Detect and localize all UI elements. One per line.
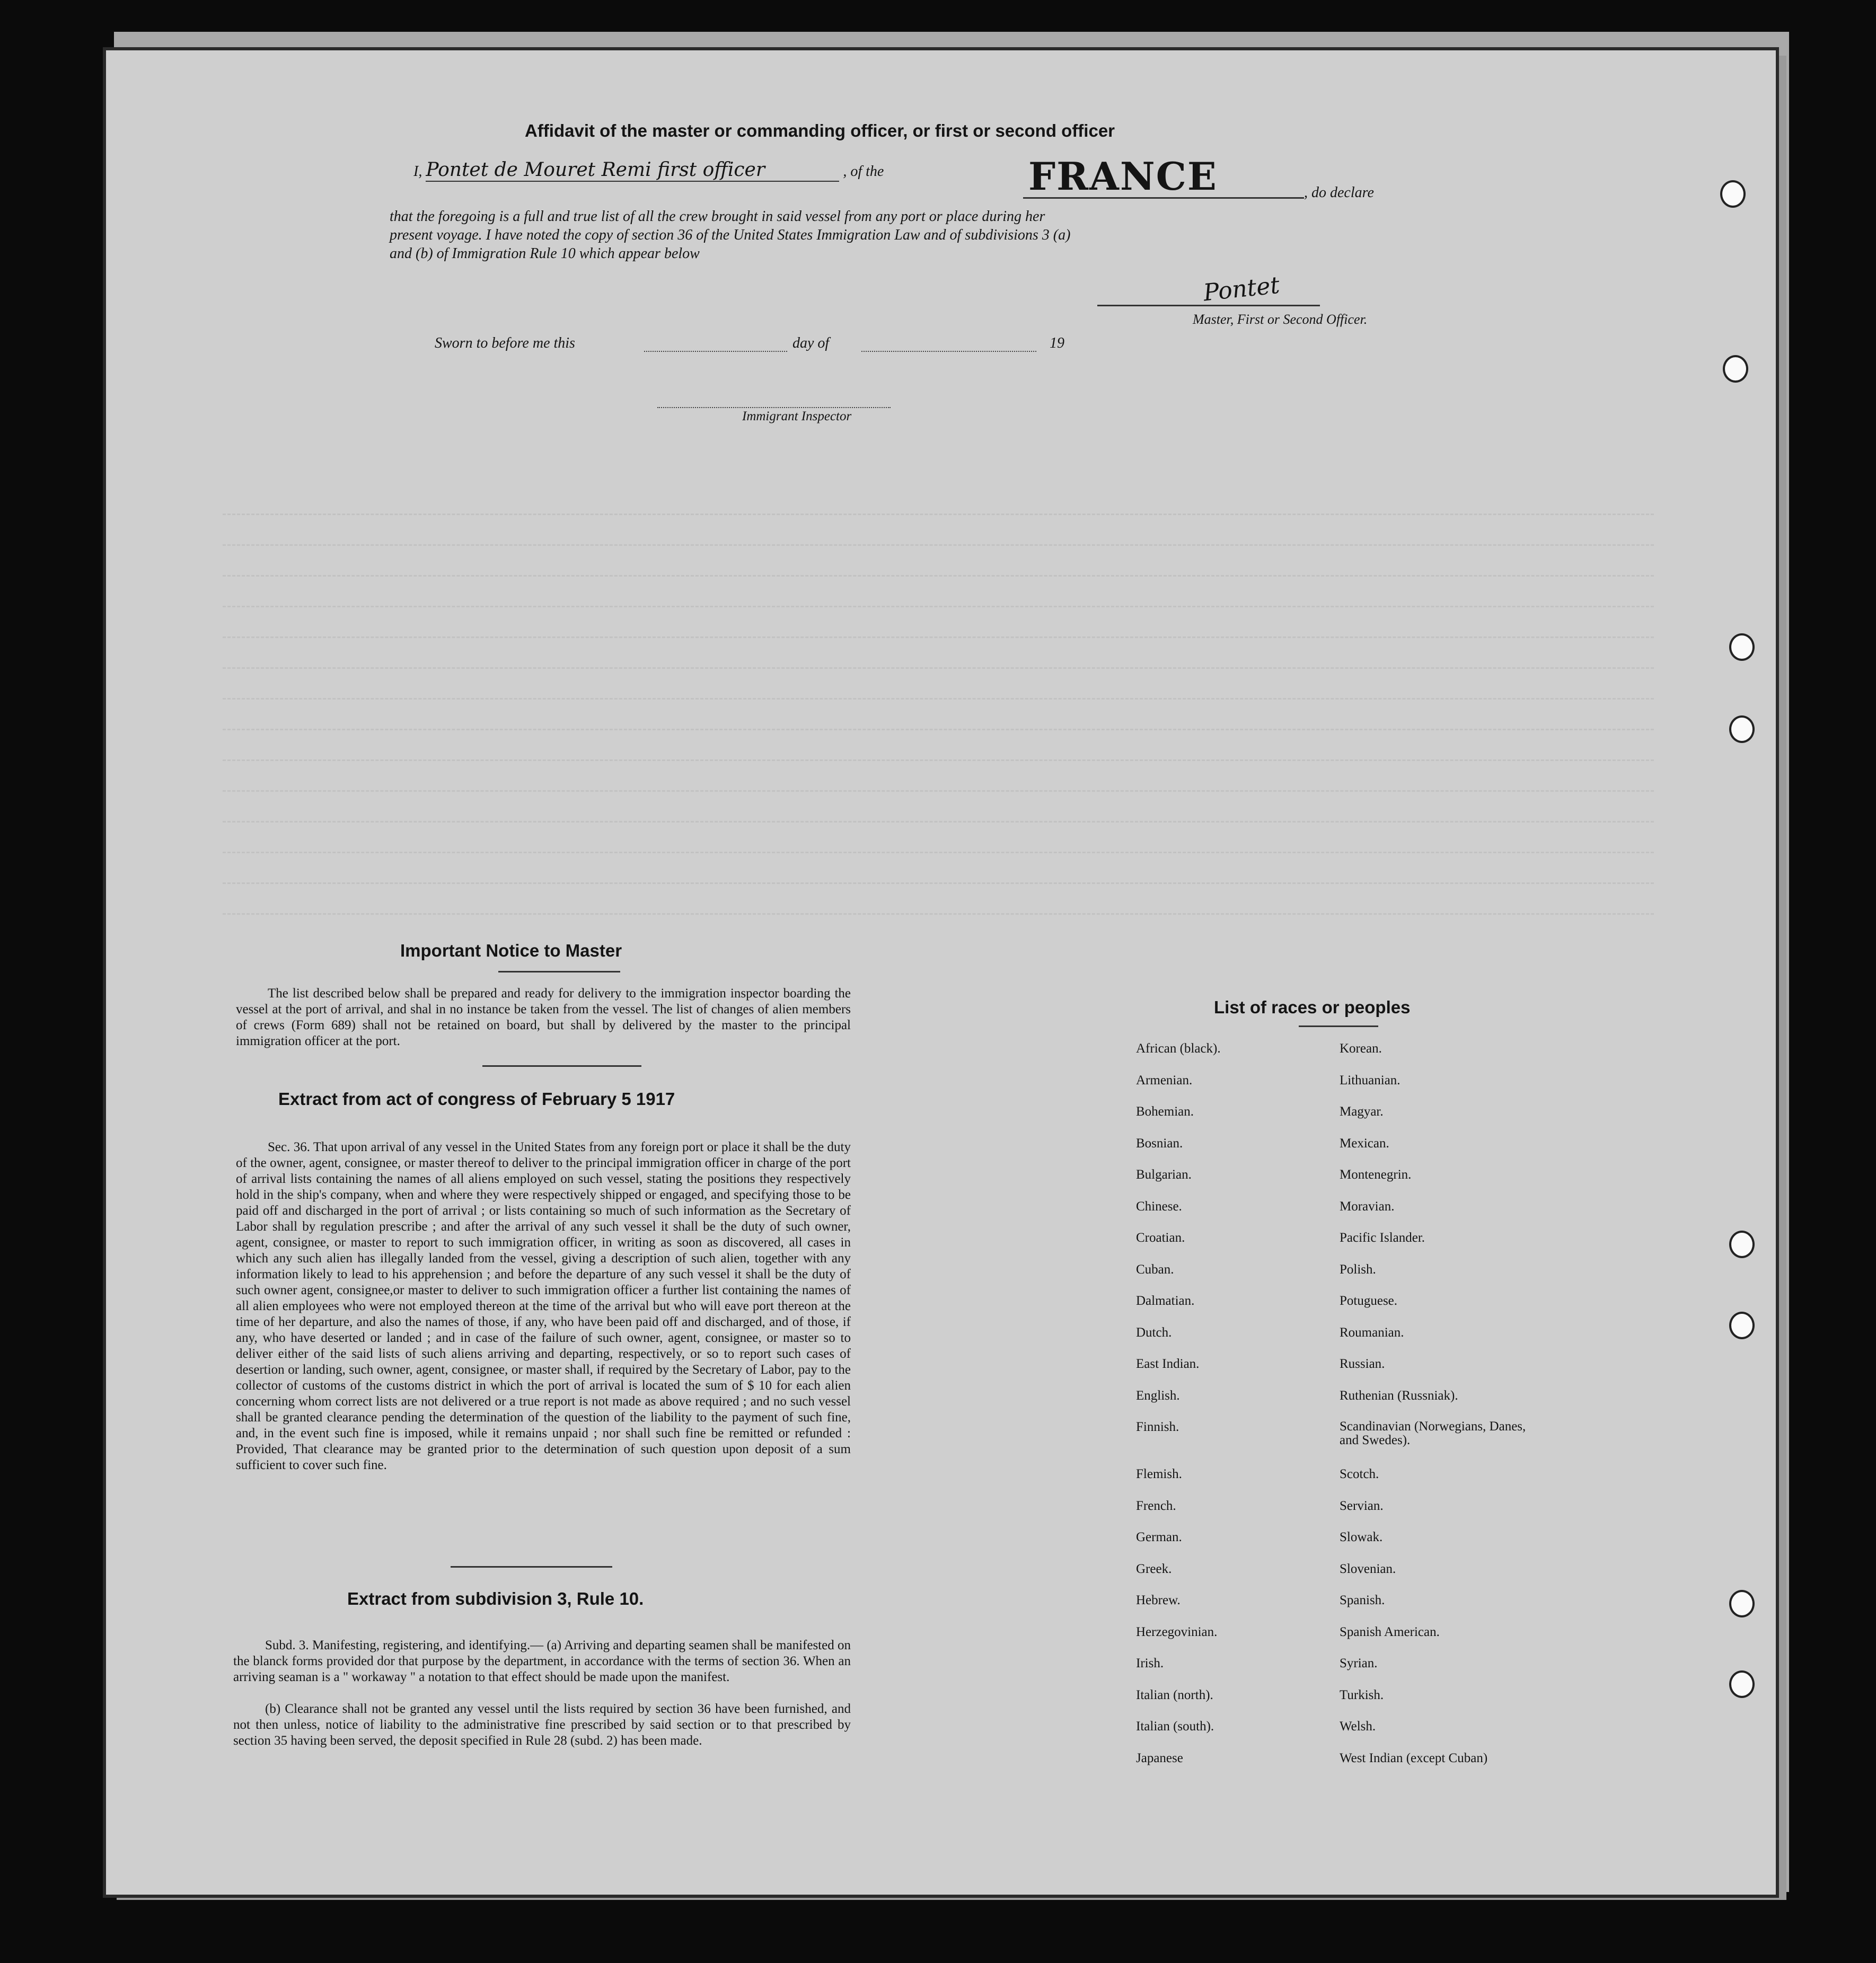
bleed-through-row [223, 604, 1654, 607]
bleed-through-row [223, 511, 1654, 515]
bleed-through-row [223, 850, 1654, 853]
race-item: African (black). [1136, 1041, 1221, 1056]
race-item: Lithuanian. [1340, 1073, 1401, 1087]
race-item: Dalmatian. [1136, 1294, 1195, 1308]
race-item: Scandinavian (Norwegians, Danes, and Swedes). [1340, 1419, 1526, 1447]
race-item: Spanish American. [1340, 1624, 1440, 1639]
race-item: Pacific Islander. [1340, 1231, 1425, 1245]
affidavit-line-2: that the foregoing is a full and true list of all the crew brought in said vessel from any port or place during her [390, 208, 1045, 225]
affidavit-mid: , of the [843, 163, 884, 180]
bleed-through-row [223, 788, 1654, 792]
officer-handwritten-name: Pontet de Mouret Remi first officer [426, 159, 839, 182]
race-item: Welsh. [1340, 1719, 1376, 1734]
race-item: Ruthenian (Russniak). [1340, 1388, 1458, 1403]
affidavit-line-1 [413, 159, 1474, 182]
bleed-through-row [223, 880, 1654, 884]
extract2-text-b: (b) Clearance shall not be granted any vessel until the lists required by section 36 have been furnished, and not then unless, notice of liability to the administrative fine prescribed by said section or to that prescribed by section 35 having been served, the deposit specified in Rule 28 (subd. 2) has been made. [233, 1702, 851, 1748]
bleed-through-row [223, 542, 1654, 546]
race-item: Spanish. [1340, 1593, 1385, 1607]
sworn-day-label: day of [792, 335, 830, 351]
race-item: Magyar. [1340, 1104, 1384, 1119]
race-item: Moravian. [1340, 1199, 1395, 1214]
races-heading: List of races or peoples [1214, 997, 1411, 1017]
race-item: Flemish. [1136, 1467, 1182, 1481]
race-item: French. [1136, 1498, 1176, 1513]
binder-hole [1729, 1312, 1755, 1339]
binder-hole [1723, 355, 1748, 383]
sworn-day-line [644, 351, 787, 352]
binder-hole [1729, 1670, 1755, 1698]
signature-line [1097, 305, 1320, 306]
bleed-through-row [223, 819, 1654, 823]
sworn-year: 19 [1050, 335, 1064, 351]
race-item: Syrian. [1340, 1656, 1378, 1670]
race-item: Italian (south). [1136, 1719, 1214, 1734]
race-item: Bosnian. [1136, 1136, 1183, 1151]
race-item: Turkish. [1340, 1687, 1384, 1702]
binder-hole [1720, 180, 1746, 208]
race-item: Irish. [1136, 1656, 1164, 1670]
race-item: Bohemian. [1136, 1104, 1194, 1119]
race-item: West Indian (except Cuban) [1340, 1750, 1488, 1765]
race-item: Polish. [1340, 1262, 1376, 1277]
race-item: Bulgarian. [1136, 1168, 1192, 1182]
affidavit-prefix: I, [413, 163, 422, 180]
bleed-through-row [223, 727, 1654, 730]
race-item: Croatian. [1136, 1231, 1185, 1245]
binder-hole [1729, 1590, 1755, 1617]
race-item: Montenegrin. [1340, 1168, 1412, 1182]
extract2-text-a: Subd. 3. Manifesting, registering, and identifying.— (a) Arriving and departing seamen shall be manifested on the blanck forms provided dor that purpose by the department, in accordance with the terms of section 36. When an arriving seaman is a " workaway " a notation to that effect should be made upon the manifest. [233, 1638, 851, 1684]
extract1-divider [451, 1566, 612, 1568]
race-item: East Indian. [1136, 1357, 1200, 1371]
inspector-line [657, 407, 891, 408]
race-item: Japanese [1136, 1750, 1183, 1765]
affidavit-title: Affidavit of the master or commanding officer, or first or second officer [525, 121, 1115, 140]
bleed-through-row [223, 634, 1654, 638]
affidavit-suffix: , do declare [1304, 184, 1374, 201]
race-item: Cuban. [1136, 1262, 1174, 1277]
race-item: Armenian. [1136, 1073, 1193, 1087]
binder-hole [1729, 633, 1755, 661]
race-item: Finnish. [1136, 1420, 1179, 1434]
document-page [106, 50, 1776, 1895]
affidavit-line-3: present voyage. I have noted the copy of section 36 of the United States Immigration Law and of subdivisions 3 (a) [390, 227, 1071, 243]
races-underline [1299, 1025, 1378, 1027]
officer-signature: Pontet [1202, 271, 1281, 307]
race-item: Korean. [1340, 1041, 1382, 1056]
extract1-text: Sec. 36. That upon arrival of any vessel in the United States from any foreign port or place it shall be the duty of the owner, agent, consignee, or master thereof to deliver to the principal immigration officer in charge of the port of arrival lists containing the names of all aliens employed on such vessel, stating the positions they respectively hold in the ship's company, when and where they were respectively shipped or engaged, and specifying those to be paid off and discharged in the port of arrival ; or lists containing so much of such information as the Secretary of Labor shall by regulation prescribe ; and after the arrival of any such vessel it shall be the duty of such owner, agent, consignee, or master to report to such immigration officer, in writing as soon as discovered, all cases in which any such alien has illegally landed from the vessel, giving a description of such alien, together with any information likely to lead to his apprehension ; and before the departure of any such vessel it shall be the duty of such owner agent, consignee,or master to deliver to such immigration officer a further list containing the names of all alien employees who were not employed thereon at the time of the arrival but who will eave port thereon at the time of her departure, and also the names of those, if any, who have been paid off and discharged, and of those, if any, who have deserted or landed ; and in case of the failure of such owner, agent, consignee, or master so to deliver either of the said lists of such aliens arriving and departing, respectively, or so to report such cases of desertion or landing, such owner, agent, consignee, or master shall, if required by the Secretary of Labor, pay to the collector of customs of the customs district in which the port of arrival is located the sum of $ 10 for each alien concerning whom correct lists are not delivered or a true report is not made as above required ; and no such vessel shall be granted clearance pending the determination of the question of the liability to the payment of such fine, and, in the event such fine is imposed, while it remains unpaid ; nor shall such fine be remitted or refunded : Provided, That clearance may be granted prior to the determination of such question upon deposit of a sum sufficient to cover such fine. [236, 1140, 851, 1472]
extract1-heading: Extract from act of congress of February 5 1917 [278, 1089, 675, 1109]
binder-hole [1729, 715, 1755, 743]
notice-text: The list described below shall be prepared and ready for delivery to the immigration inspector boarding the vessel at the port of arrival, and shal in no instance be taken from the vessel. The list of changes of alien members of crews (Form 689) shall not be retained on board, but shall by delivered by the master to the principal immigration officer at the port. [236, 986, 851, 1048]
race-item: Servian. [1340, 1498, 1384, 1513]
vessel-name: FRANCE [1028, 154, 1218, 199]
bleed-through-row [223, 665, 1654, 669]
race-item: Roumanian. [1340, 1325, 1404, 1340]
bleed-through-row [223, 696, 1654, 700]
race-item: Scotch. [1340, 1467, 1379, 1481]
affidavit-line-4: and (b) of Immigration Rule 10 which appear below [390, 245, 700, 262]
inspector-label: Immigrant Inspector [742, 409, 852, 423]
race-item: Potuguese. [1340, 1294, 1398, 1308]
sworn-month-line [861, 351, 1036, 352]
extract2-heading: Extract from subdivision 3, Rule 10. [347, 1589, 644, 1608]
officer-title: Master, First or Second Officer. [1193, 312, 1368, 327]
sworn-prefix: Sworn to before me this [435, 335, 575, 351]
race-item: Herzegovinian. [1136, 1624, 1218, 1639]
race-item: Mexican. [1340, 1136, 1389, 1151]
race-item: Chinese. [1136, 1199, 1182, 1214]
race-item: Slowak. [1340, 1530, 1383, 1544]
race-item: Greek. [1136, 1561, 1172, 1576]
notice-divider [482, 1065, 641, 1067]
race-item: Slovenian. [1340, 1561, 1396, 1576]
vessel-underline [1023, 197, 1304, 199]
bleed-through-row [223, 757, 1654, 761]
race-item: German. [1136, 1530, 1182, 1544]
race-item: Russian. [1340, 1357, 1385, 1371]
race-item: English. [1136, 1388, 1180, 1403]
notice-heading: Important Notice to Master [400, 941, 622, 960]
race-item: Italian (north). [1136, 1687, 1213, 1702]
bleed-through-row [223, 911, 1654, 915]
race-item: Dutch. [1136, 1325, 1172, 1340]
race-item: Hebrew. [1136, 1593, 1181, 1607]
notice-underline [498, 971, 620, 972]
bleed-through-row [223, 573, 1654, 577]
binder-hole [1729, 1231, 1755, 1258]
